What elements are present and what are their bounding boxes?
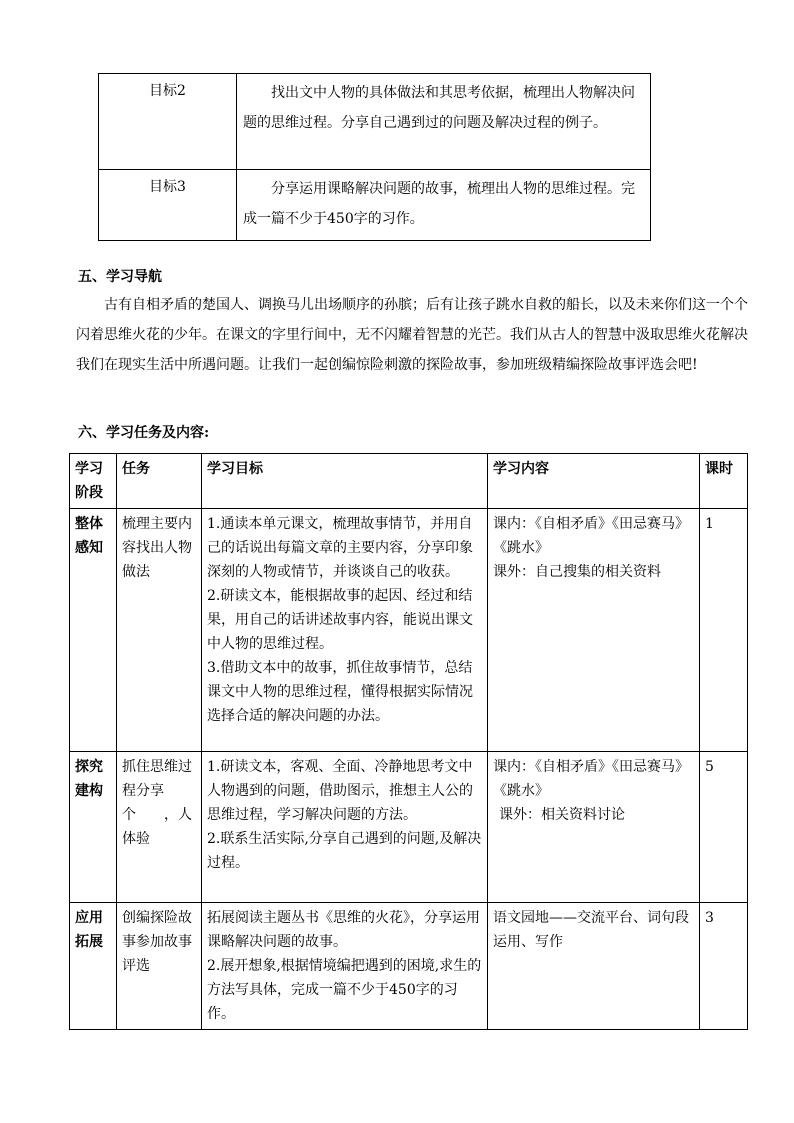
stage-line2: 拓展 — [75, 934, 103, 950]
goal-label: 目标3 — [99, 170, 237, 241]
header-content: 学习内容 — [488, 454, 700, 509]
content-line: 课内：《自相矛盾》《田忌赛马》《跳水》 — [493, 516, 689, 556]
header-goal: 学习目标 — [202, 454, 488, 509]
stage-cell — [70, 752, 117, 903]
goal-cell — [202, 509, 488, 752]
tasks-table — [69, 453, 748, 1030]
stage-line1: 探究 — [75, 759, 103, 775]
content-line: 语文园地——交流平台、词句段运用、写作 — [493, 910, 689, 950]
stage-line2: 建构 — [75, 783, 103, 799]
stage-line2: 感知 — [75, 540, 103, 556]
table-header-row — [70, 454, 748, 509]
goal-item: 1.通读本单元课文，梳理故事情节，并用自己的话说出每篇文章的主要内容，分享印象深刻的人物或情节，并谈谈自己的收获。 — [207, 516, 473, 580]
content-cell — [488, 752, 700, 903]
goals-table — [98, 73, 651, 241]
table-row — [70, 752, 748, 903]
section-heading-tasks: 六、学习任务及内容: — [78, 425, 210, 441]
content-cell — [488, 509, 700, 752]
stage-cell — [70, 903, 117, 1030]
goal-text: 分享运用课略解决问题的故事，梳理出人物的思维过程。完成一篇不少于450字的习作。 — [237, 170, 651, 241]
stage-line1: 整体 — [75, 516, 103, 532]
header-stage-line1: 学习 — [75, 461, 103, 477]
goal-item: 3.借助文本中的故事，抓住故事情节，总结课文中人物的思维过程，懂得根据实际情况选择合适的解决问题的办法。 — [207, 660, 473, 724]
stage-line1: 应用 — [75, 910, 103, 926]
task-cell: 抓住思维过程分享个 ，人体验 — [117, 752, 202, 903]
goal-item: 1.研读文本，客观、全面、冷静地思考文中人物遇到的问题，借助图示，推想主人公的思维过程，学习解决问题的方法。 — [207, 759, 473, 823]
section-heading-navigation: 五、学习导航 — [78, 269, 162, 285]
header-hours: 课时 — [700, 454, 748, 509]
goal-label: 目标2 — [99, 74, 237, 170]
content-line: 课内：《自相矛盾》《田忌赛马》《跳水》 — [493, 759, 689, 799]
header-stage-line2: 阶段 — [75, 485, 103, 501]
goal-item: 2.研读文本，能根据故事的起因、经过和结果，用自己的话讲述故事内容，能说出课文中人物的思维过程。 — [207, 588, 473, 652]
table-row — [70, 509, 748, 752]
goal-item: 2.联系生活实际,分享自己遇到的问题,及解决过程。 — [207, 831, 482, 871]
hours-cell: 3 — [700, 903, 748, 1030]
navigation-paragraph: 古有自相矛盾的楚国人、调换马儿出场顺序的孙膑；后有让孩子跳水自救的船长，以及未来你们这一个个闪着思维火花的少年。在课文的字里行间中，无不闪耀着智慧的光芒。我们从古人的智慧中汲取思维火花解决我们在现实生活中所遇问题。让我们一起创编惊险刺激的探险故事，参加班级精编探险故事评选会吧! — [76, 297, 748, 373]
hours-cell: 5 — [700, 752, 748, 903]
goal-text: 找出文中人物的具体做法和其思考依据，梳理出人物解决问题的思维过程。分享自己遇到过的问题及解决过程的例子。 — [237, 74, 651, 170]
hours-cell: 1 — [700, 509, 748, 752]
table-row — [70, 903, 748, 1030]
content-cell — [488, 903, 700, 1030]
task-cell: 创编探险故事参加故事评选 — [117, 903, 202, 1030]
goal-cell — [202, 903, 488, 1030]
table-row — [99, 74, 651, 170]
stage-cell — [70, 509, 117, 752]
content-line: 课外：相关资料讨论 — [499, 807, 625, 823]
goal-item: 2.展开想象,根据情境编把遇到的困境,求生的方法写具体，完成一篇不少于450字的习作。 — [207, 958, 482, 1022]
task-cell: 梳理主要内容找出人物做法 — [117, 509, 202, 752]
goal-item: 拓展阅读主题丛书《思维的火花》，分享运用课略解决问题的故事。 — [207, 910, 480, 950]
content-line: 课外：自己搜集的相关资料 — [493, 564, 661, 580]
header-task: 任务 — [117, 454, 202, 509]
header-stage — [70, 454, 117, 509]
table-row — [99, 170, 651, 241]
goal-cell — [202, 752, 488, 903]
